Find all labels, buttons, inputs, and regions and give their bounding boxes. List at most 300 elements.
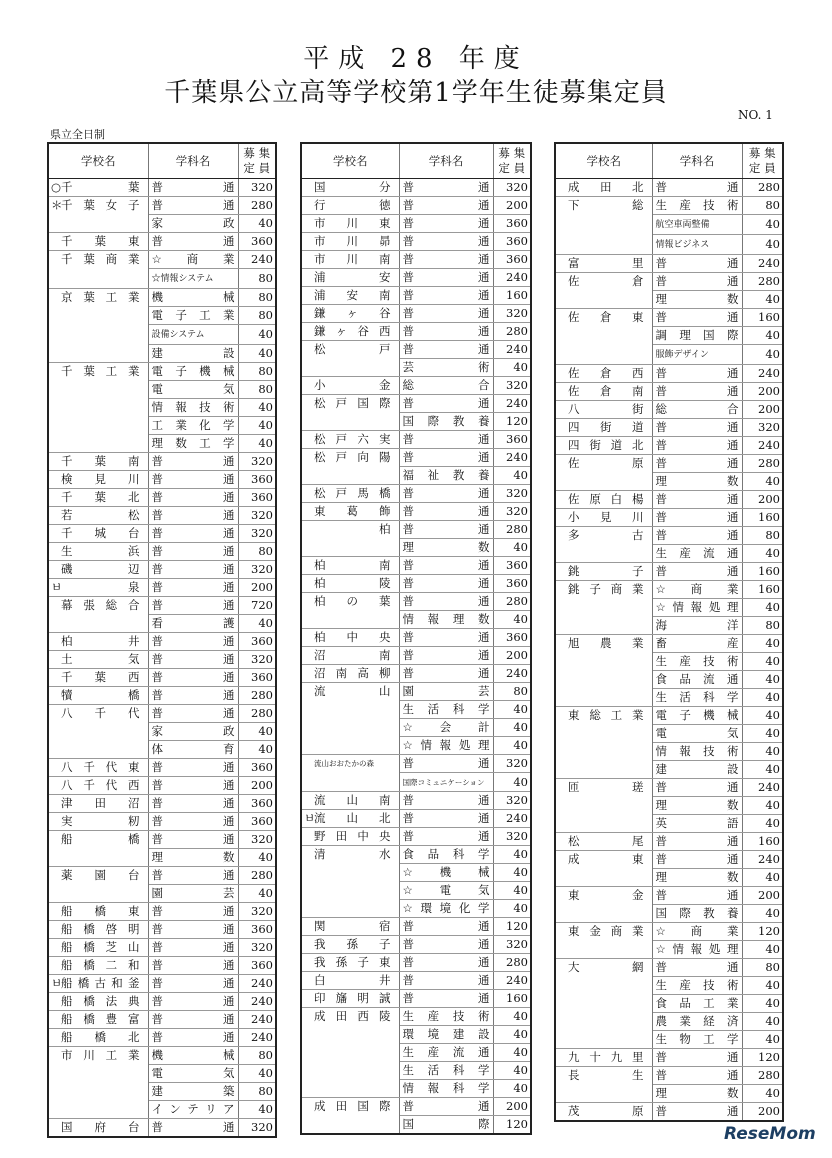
table-row: [48, 453, 276, 471]
department-cell: [652, 653, 742, 671]
school-name-cell: [48, 471, 148, 489]
department-name: 英 語: [655, 816, 739, 830]
school-name-cell: [555, 345, 652, 365]
school-name: 千 葉 商 業: [61, 252, 140, 266]
school-mark: [558, 635, 568, 652]
capacity-cell: 40: [238, 615, 276, 633]
school-name-cell: [301, 1116, 399, 1135]
department-cell: [399, 287, 493, 305]
school-name: 多 古: [568, 528, 644, 542]
department-name: 普 通: [151, 904, 235, 918]
table-row: [301, 413, 531, 431]
school-name-cell: [555, 887, 652, 905]
department-name: 普 通: [151, 670, 235, 684]
school-name: 松 戸 六 実: [314, 432, 391, 446]
department-name: 理 数: [655, 870, 739, 884]
department-cell: [652, 887, 742, 905]
capacity-cell: 200: [742, 401, 783, 419]
table-row: [301, 593, 531, 611]
capacity-cell: 320: [238, 651, 276, 669]
department-name: 環 境 建 設: [402, 1027, 490, 1041]
department-name: 電 子 工 業: [151, 308, 235, 322]
school-mark: [51, 993, 61, 1010]
department-name: 普 通: [655, 564, 739, 578]
table-row: [301, 900, 531, 918]
school-name-cell: [301, 593, 399, 611]
department-cell: [399, 936, 493, 954]
school-mark: [558, 1049, 568, 1066]
school-mark: [51, 921, 61, 938]
department-name: 理 数: [655, 474, 739, 488]
capacity-cell: 320: [238, 453, 276, 471]
table-row: [555, 255, 783, 273]
capacity-cell: 80: [238, 543, 276, 561]
capacity-cell: 240: [742, 255, 783, 273]
school-name-cell: [48, 759, 148, 777]
school-name-cell: [555, 815, 652, 833]
table-row: [555, 761, 783, 779]
school-name-cell: [301, 755, 399, 773]
school-mark: [51, 561, 61, 578]
department-name: 普 通: [151, 868, 235, 882]
department-cell: [399, 701, 493, 719]
capacity-cell: 40: [742, 635, 783, 653]
capacity-cell: 40: [742, 905, 783, 923]
department-name: 電 気: [151, 1066, 235, 1080]
school-name-cell: [301, 683, 399, 701]
department-cell: [652, 815, 742, 833]
department-name: 普 通: [151, 526, 235, 540]
table-row: [555, 887, 783, 905]
table-row: [555, 779, 783, 797]
school-name-cell: [301, 521, 399, 539]
department-cell: [399, 954, 493, 972]
school-name-cell: [301, 954, 399, 972]
school-name-cell: [48, 1101, 148, 1119]
school-name: 東 金 商 業: [568, 924, 644, 938]
school-mark: [558, 491, 568, 508]
school-name-cell: [555, 833, 652, 851]
school-mark: [51, 251, 61, 268]
department-name: 電 気: [655, 726, 739, 740]
table-row: [48, 435, 276, 453]
table-row: [48, 831, 276, 849]
table-row: [555, 273, 783, 291]
school-mark: [51, 759, 61, 776]
school-name-cell: [555, 995, 652, 1013]
school-mark: [51, 1119, 61, 1136]
capacity-cell: 240: [493, 665, 531, 683]
school-name: 沼 南: [314, 648, 391, 662]
school-name: 清 水: [314, 847, 391, 861]
capacity-cell: 80: [238, 1083, 276, 1101]
department-name: 普 通: [151, 634, 235, 648]
school-name: 柏 陵: [314, 576, 391, 590]
school-name: 泉: [128, 580, 140, 594]
table-row: [301, 828, 531, 846]
department-cell: [652, 179, 742, 197]
school-mark: [304, 828, 314, 845]
department-name: ☆ 情 報 処 理: [655, 600, 739, 614]
department-name: 普 通: [402, 252, 490, 266]
department-name: イ ン テ リ ア: [151, 1102, 235, 1116]
school-name: 八 千 代: [61, 706, 140, 720]
department-name: ☆ 商 業: [655, 924, 739, 938]
table-row: [555, 437, 783, 455]
table-row: [48, 939, 276, 957]
table-row: [48, 1029, 276, 1047]
capacity-cell: 40: [742, 1031, 783, 1049]
school-name-cell: [301, 990, 399, 1008]
capacity-cell: 40: [742, 743, 783, 761]
school-mark: [304, 972, 314, 989]
table-row: [48, 867, 276, 885]
school-mark: [304, 341, 314, 358]
school-mark: [558, 197, 568, 214]
header-capacity: 募 集 定 員: [238, 143, 276, 179]
capacity-cell: 120: [493, 918, 531, 936]
school-name-cell: [48, 1047, 148, 1065]
department-name: 普 通: [655, 274, 739, 288]
school-name-cell: [48, 867, 148, 885]
department-name: 園 芸: [151, 886, 235, 900]
school-name-cell: [48, 525, 148, 543]
table-row: [555, 365, 783, 383]
table-row: [301, 990, 531, 1008]
department-cell: [399, 737, 493, 755]
header-capacity: 募 集 定 員: [493, 143, 531, 179]
department-cell: [652, 473, 742, 491]
school-name-cell: [48, 849, 148, 867]
capacity-cell: 240: [742, 437, 783, 455]
department-cell: [399, 323, 493, 341]
school-name-cell: [48, 1083, 148, 1101]
department-cell: [652, 273, 742, 291]
school-mark: [558, 309, 568, 326]
school-name: 市 川 南: [314, 252, 391, 266]
school-name: 松 戸: [314, 342, 391, 356]
school-name-cell: [48, 957, 148, 975]
department-cell: [148, 525, 238, 543]
school-name: 実 籾: [61, 814, 140, 828]
table-row: [555, 563, 783, 581]
school-name-cell: [555, 923, 652, 941]
table-row: [555, 1013, 783, 1031]
school-mark: [304, 629, 314, 646]
school-mark: [304, 287, 314, 304]
department-name: 理 数: [655, 798, 739, 812]
school-name-cell: [301, 215, 399, 233]
school-name-cell: [48, 597, 148, 615]
school-name: 東 総 工 業: [568, 708, 644, 722]
school-mark: [558, 779, 568, 796]
department-cell: [399, 773, 493, 792]
department-cell: [148, 471, 238, 489]
school-name: 浦 安: [314, 270, 391, 284]
department-cell: [652, 345, 742, 365]
school-name-cell: [301, 1098, 399, 1116]
school-name: 船 橋 東: [61, 904, 140, 918]
department-name: 普 通: [151, 1030, 235, 1044]
department-cell: [148, 345, 238, 363]
department-name: 普 通: [402, 630, 490, 644]
school-name-cell: [555, 581, 652, 599]
capacity-cell: 40: [742, 689, 783, 707]
department-cell: [399, 900, 493, 918]
department-name: ☆ 会 計: [402, 720, 490, 734]
department-cell: [148, 903, 238, 921]
school-mark: [304, 179, 314, 196]
table-row: [48, 1047, 276, 1065]
department-cell: [652, 401, 742, 419]
school-name-cell: [301, 359, 399, 377]
department-name: 普 通: [655, 852, 739, 866]
capacity-cell: 40: [742, 215, 783, 235]
school-name: 鎌 ヶ 谷 西: [314, 324, 391, 338]
school-name-cell: [48, 251, 148, 269]
school-name-cell: [555, 743, 652, 761]
school-mark: [558, 527, 568, 544]
school-mark: [51, 705, 61, 722]
capacity-cell: 120: [493, 413, 531, 431]
school-name-cell: [48, 993, 148, 1011]
school-mark: [51, 597, 61, 614]
capacity-cell: 360: [238, 633, 276, 651]
school-mark: ㅂ: [51, 976, 63, 990]
department-name: 普 通: [402, 666, 490, 680]
school-name-cell: [48, 325, 148, 345]
table-row: [301, 377, 531, 395]
table-row: [48, 651, 276, 669]
capacity-cell: 120: [742, 923, 783, 941]
school-name-cell: [555, 599, 652, 617]
capacity-cell: 40: [742, 941, 783, 959]
capacity-cell: 40: [742, 977, 783, 995]
school-mark: [304, 197, 314, 214]
department-cell: [148, 1011, 238, 1029]
school-name-cell: [48, 1011, 148, 1029]
table-row: [301, 737, 531, 755]
department-name: 設備システム: [151, 330, 205, 340]
school-name: 白 井: [314, 973, 391, 987]
school-name: 下 総: [568, 198, 644, 212]
department-name: 普 通: [655, 366, 739, 380]
department-cell: [148, 669, 238, 687]
school-name-cell: [555, 1085, 652, 1103]
capacity-cell: 200: [238, 777, 276, 795]
table-row: [301, 972, 531, 990]
department-cell: [399, 575, 493, 593]
school-name: 流山おおたかの森: [314, 759, 374, 768]
school-mark: [304, 593, 314, 610]
table-row: [48, 921, 276, 939]
department-cell: [399, 647, 493, 665]
school-name-cell: [555, 1031, 652, 1049]
school-name-cell: [555, 869, 652, 887]
school-mark: [558, 707, 568, 724]
capacity-cell: 280: [493, 593, 531, 611]
school-name: 小 見 川: [568, 510, 644, 524]
school-mark: [51, 489, 61, 506]
capacity-cell: 40: [238, 345, 276, 363]
school-name-cell: [301, 918, 399, 936]
capacity-cell: 80: [238, 269, 276, 289]
capacity-cell: 320: [493, 377, 531, 395]
department-cell: [652, 1067, 742, 1085]
department-name: 情報ビジネス: [655, 240, 710, 250]
school-name-cell: [555, 491, 652, 509]
department-name: 普 通: [402, 594, 490, 608]
table-row: [555, 1103, 783, 1122]
document-year: 平成 28 年度: [303, 44, 529, 74]
enrollment-table-3: [554, 142, 784, 1122]
school-mark: ㅂ: [51, 580, 63, 594]
school-mark: [51, 1047, 61, 1064]
capacity-cell: 200: [493, 197, 531, 215]
school-name-cell: [48, 777, 148, 795]
table-row: [301, 539, 531, 557]
school-name-cell: [301, 341, 399, 359]
department-cell: [399, 233, 493, 251]
table-row: [301, 449, 531, 467]
school-mark: [558, 563, 568, 580]
table-row: [48, 307, 276, 325]
table-row: [555, 473, 783, 491]
table-row: [301, 792, 531, 810]
capacity-cell: 280: [742, 179, 783, 197]
school-name-cell: [555, 365, 652, 383]
school-name: 船 橋 法 典: [61, 994, 140, 1008]
school-name-cell: [555, 779, 652, 797]
school-mark: [558, 887, 568, 904]
school-name-cell: [48, 435, 148, 453]
school-name: 銚 子 商 業: [568, 582, 644, 596]
school-mark: [51, 543, 61, 560]
capacity-cell: 40: [742, 653, 783, 671]
school-name-cell: [555, 1103, 652, 1122]
school-name: 船 橋: [61, 832, 140, 846]
school-name: 津 田 沼: [61, 796, 140, 810]
table-row: [301, 1008, 531, 1026]
department-name: 普 通: [655, 1050, 739, 1064]
department-cell: [652, 743, 742, 761]
page-number: NO. 1: [738, 108, 773, 122]
school-name-cell: [301, 287, 399, 305]
school-name: 佐 原 白 楊: [568, 492, 644, 506]
table-row: [301, 179, 531, 197]
capacity-cell: 40: [238, 215, 276, 233]
capacity-cell: 360: [238, 669, 276, 687]
department-name: 普 通: [402, 793, 490, 807]
department-cell: [148, 1029, 238, 1047]
table-row: [48, 1065, 276, 1083]
school-name-cell: [301, 557, 399, 575]
school-mark: [558, 923, 568, 940]
school-name-cell: [555, 1067, 652, 1085]
table-row: [48, 381, 276, 399]
school-name: 柏 中 央: [314, 630, 391, 644]
department-name: 普 通: [655, 960, 739, 974]
department-cell: [399, 864, 493, 882]
department-cell: [399, 359, 493, 377]
capacity-cell: 200: [493, 647, 531, 665]
department-cell: [399, 719, 493, 737]
department-name: 理 数: [402, 540, 490, 554]
capacity-cell: 40: [493, 737, 531, 755]
table-row: [301, 269, 531, 287]
department-name: 情 報 理 数: [402, 612, 490, 626]
school-name: 関 宿: [314, 919, 391, 933]
capacity-cell: 80: [742, 617, 783, 635]
school-mark: [51, 687, 61, 704]
department-cell: [399, 1008, 493, 1026]
department-name: 普 通: [402, 811, 490, 825]
table-row: [555, 1085, 783, 1103]
table-row: [301, 665, 531, 683]
department-name: 情 報 科 学: [402, 1081, 490, 1095]
school-name: 成 田 北: [568, 180, 644, 194]
table-row: [301, 882, 531, 900]
capacity-cell: 40: [238, 885, 276, 903]
table-row: [301, 233, 531, 251]
capacity-cell: 40: [742, 345, 783, 365]
school-name: 沼 南 高 柳: [314, 666, 391, 680]
capacity-cell: 40: [742, 235, 783, 255]
department-name: 建 設: [151, 346, 235, 360]
department-name: 普 通: [151, 796, 235, 810]
department-name: 普 通: [655, 528, 739, 542]
capacity-cell: 360: [238, 813, 276, 831]
table-row: [555, 309, 783, 327]
school-name: 印 旛 明 誠: [314, 991, 391, 1005]
table-row: [555, 653, 783, 671]
school-name-cell: [555, 653, 652, 671]
school-name-cell: [48, 579, 148, 597]
table-row: [301, 719, 531, 737]
school-name: 我 孫 子 東: [314, 955, 391, 969]
department-cell: [652, 419, 742, 437]
table-row: [48, 471, 276, 489]
department-name: 普 通: [402, 991, 490, 1005]
capacity-cell: 40: [742, 671, 783, 689]
table-row: [555, 851, 783, 869]
school-name: 佐 倉 南: [568, 384, 644, 398]
school-mark: [304, 377, 314, 394]
capacity-cell: 320: [742, 419, 783, 437]
department-name: 生 活 科 学: [402, 1063, 490, 1077]
department-name: 生 物 工 学: [655, 1032, 739, 1046]
department-name: 国 際: [402, 1117, 490, 1131]
table-row: [301, 1026, 531, 1044]
school-name-cell: [555, 671, 652, 689]
table-row: [48, 561, 276, 579]
department-cell: [148, 813, 238, 831]
table-row: [301, 864, 531, 882]
department-cell: [399, 611, 493, 629]
school-mark: [304, 251, 314, 268]
school-name: 八 千 代 西: [61, 778, 140, 792]
department-name: 普 通: [151, 472, 235, 486]
table-row: [301, 197, 531, 215]
department-name: ☆ 商 業: [151, 252, 235, 266]
header-dept: 学科名: [399, 143, 493, 179]
school-mark: [51, 453, 61, 470]
school-name: 検 見 川: [61, 472, 140, 486]
department-name: 普 通: [151, 1120, 235, 1134]
capacity-cell: 320: [238, 903, 276, 921]
department-cell: [148, 1047, 238, 1065]
department-name: 普 通: [151, 198, 235, 212]
